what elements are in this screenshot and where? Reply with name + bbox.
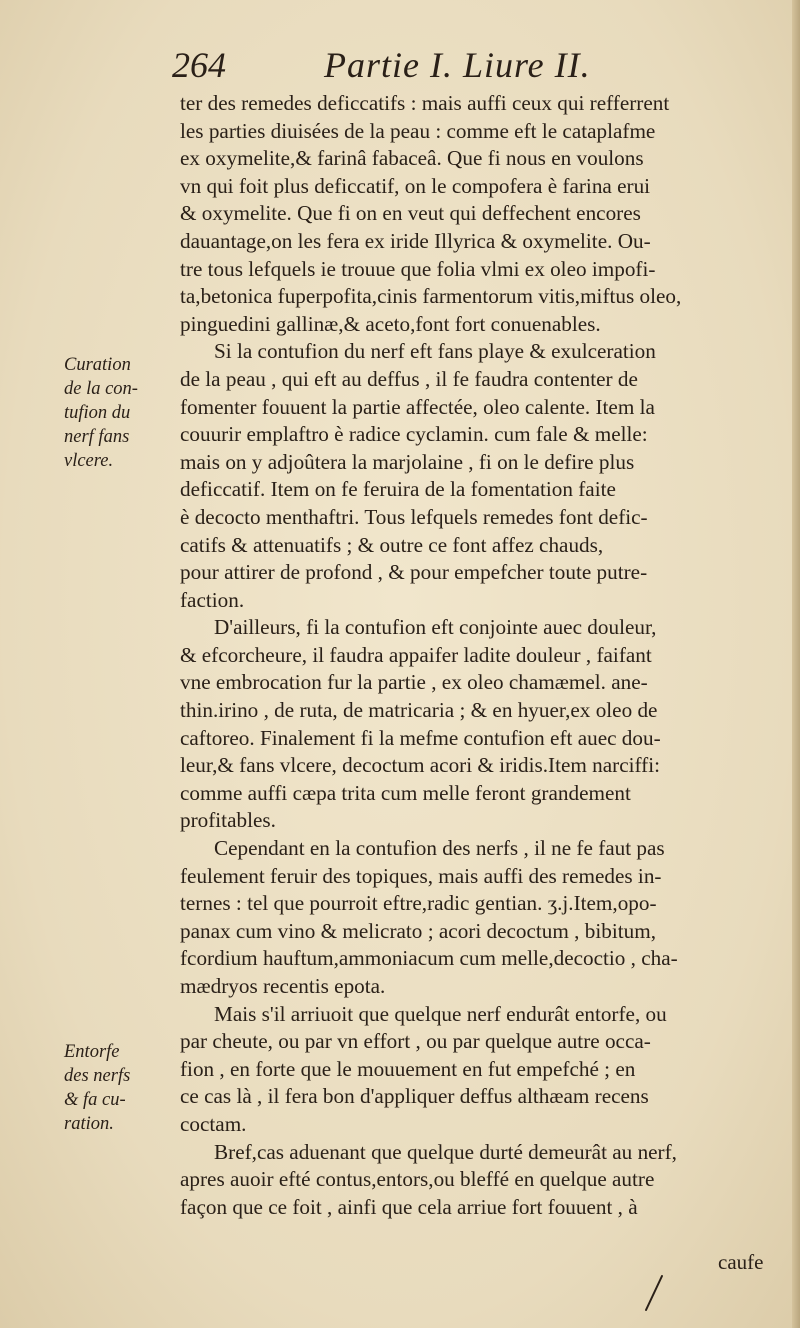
margin-note-line: Curation: [64, 355, 131, 375]
text-line: ternes : tel que pourroit eftre,radic gentian. ʒ.j.Item,opo-: [180, 891, 657, 916]
text-line: vn qui foit plus deficcatif, on le compofera è farina erui: [180, 173, 651, 198]
paragraph-start-line: D'ailleurs, fi la contufion eft conjointe auec douleur,: [214, 615, 657, 640]
text-line: ter des remedes deficcatifs : mais auffi ceux qui refferrent: [180, 91, 670, 115]
text-line: fcordium hauftum,ammoniacum cum melle,decoctio , cha-: [180, 946, 678, 971]
margin-note-line: tufion du: [64, 403, 131, 423]
text-line: de la peau , qui eft au deffus , il fe faudra contenter de: [180, 366, 638, 391]
text-line: è decocto menthaftri. Tous lefquels remedes font defic-: [180, 504, 648, 529]
page-header: [170, 44, 770, 92]
margin-note-line: vlcere.: [64, 451, 114, 471]
text-line: couurir emplaftro è radice cyclamin. cum fale & melle:: [180, 422, 648, 447]
running-head: Partie I. Liure II.: [324, 45, 591, 85]
pen-stroke-mark: [640, 1274, 670, 1314]
text-line: dauantage,on les fera ex iride Illyrica & oxymelite. Ou-: [180, 228, 651, 253]
text-line: panax cum vino & melicrato ; acori decoctum , bibitum,: [180, 918, 656, 943]
text-line: & oxymelite. Que fi on en veut qui deffechent encores: [180, 201, 641, 226]
text-line: fion , en forte que le mouuement en fut empefché ; en: [180, 1056, 636, 1081]
text-line: ta,betonica fuperpofita,cinis farmentorum vitis,miftus oleo,: [180, 284, 682, 309]
paragraph-start-line: Si la contufion du nerf eft fans playe & exulceration: [214, 339, 656, 364]
margin-note-entorse: [64, 1040, 174, 1136]
text-line: deficcatif. Item on fe feruira de la fomentation faite: [180, 477, 616, 502]
text-line: ce cas là , il fera bon d'appliquer deffus althæam recens: [180, 1084, 649, 1109]
text-line: comme auffi cæpa trita cum melle feront grandement: [180, 780, 631, 805]
margin-note-line: de la con-: [64, 379, 138, 399]
text-line: apres auoir efté contus,entors,ou bleffé en quelque autre: [180, 1167, 655, 1192]
text-line: thin.irino , de ruta, de matricaria ; & en hyuer,ex oleo de: [180, 698, 658, 723]
text-line: coctam.: [180, 1111, 247, 1136]
text-line: fomenter fouuent la partie affectée, oleo calente. Item la: [180, 394, 655, 419]
margin-note-line: & fa cu-: [64, 1090, 126, 1110]
page-edge: [792, 0, 800, 1328]
text-line: caftoreo. Finalement fi la mefme contufion eft auec dou-: [180, 725, 661, 750]
text-line: les parties diuisées de la peau : comme eft le cataplafme: [180, 118, 656, 143]
text-line: pinguedini gallinæ,& aceto,font fort conuenables.: [180, 311, 601, 336]
paragraph-start-line: Bref,cas aduenant que quelque durté demeurât au nerf,: [214, 1139, 677, 1164]
paragraph-start-line: Cependant en la contufion des nerfs , il ne fe faut pas: [214, 836, 665, 861]
text-line: ex oxymelite,& farinâ fabaceâ. Que fi nous en voulons: [180, 146, 644, 171]
text-line: catifs & attenuatifs ; & outre ce font affez chauds,: [180, 532, 604, 557]
text-line: mædryos recentis epota.: [180, 974, 386, 998]
text-line: faction.: [180, 587, 245, 612]
margin-note-line: ration.: [64, 1114, 114, 1134]
text-line: par cheute, ou par vn effort , ou par quelque autre occa-: [180, 1029, 651, 1054]
margin-note-line: des nerfs: [64, 1066, 131, 1086]
text-line: mais on y adjoûtera la marjolaine , fi on le defire plus: [180, 449, 635, 474]
text-line: tre tous lefquels ie trouue que folia vlmi ex oleo impofi-: [180, 256, 656, 281]
margin-note-line: nerf fans: [64, 427, 130, 447]
text-line: & efcorcheure, il faudra appaifer ladite douleur , faifant: [180, 642, 652, 667]
text-line: profitables.: [180, 808, 276, 833]
text-line: leur,& fans vlcere, decoctum acori & iridis.Item narciffi:: [180, 753, 660, 778]
text-line: vne embrocation fur la partie , ex oleo chamæmel. ane-: [180, 670, 648, 695]
catchword: caufe: [718, 1250, 764, 1274]
text-line: pour attirer de profond , & pour empefcher toute putre-: [180, 560, 648, 585]
text-line: feulement feruir des topiques, mais auffi des remedes in-: [180, 863, 662, 888]
text-line: façon que ce foit , ainfi que cela arriue fort fouuent , à: [180, 1194, 638, 1219]
page-number: 264: [172, 45, 226, 85]
paragraph-start-line: Mais s'il arriuoit que quelque nerf endurât entorfe, ou: [214, 1001, 667, 1026]
body-text: [180, 90, 785, 1221]
margin-note-curation: [64, 353, 174, 473]
margin-note-line: Entorfe: [64, 1042, 120, 1062]
